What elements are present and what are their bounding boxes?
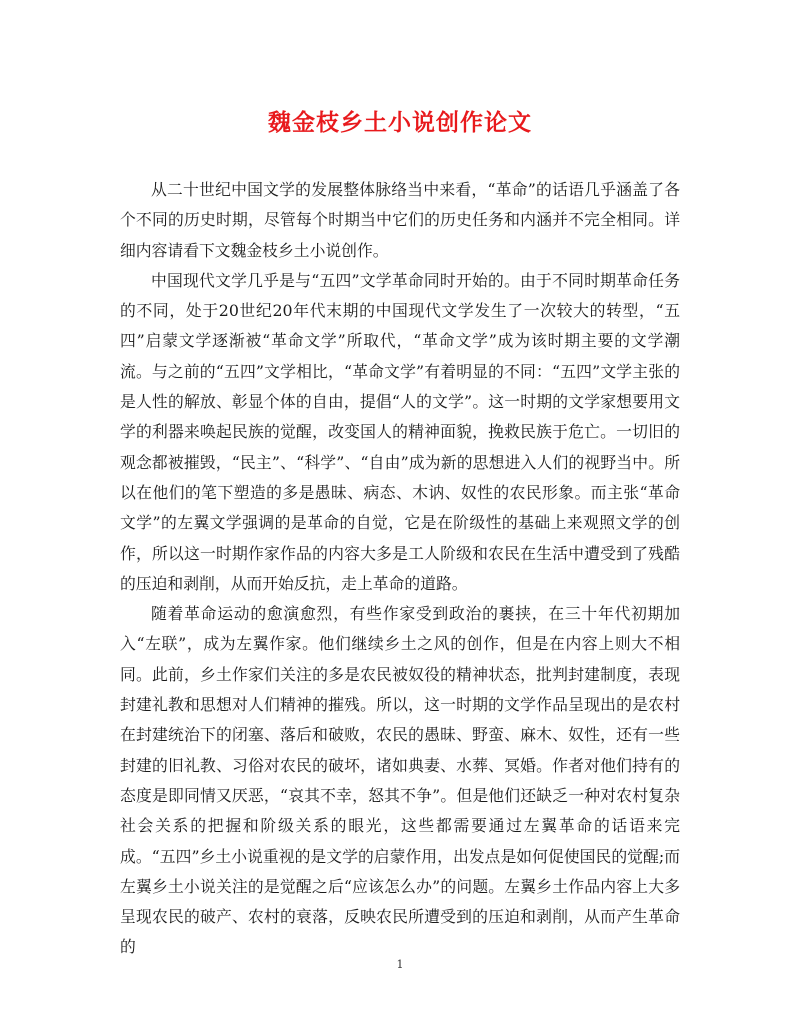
paragraph: 随着革命运动的愈演愈烈，有些作家受到政治的裹挟，在三十年代初期加入“左联”，成为左翼作家。他们继续乡土之风的创作，但是在内容上则大不相同。此前，乡土作家们关注的多是农民被奴役的精神状态，批判封建制度，表现封建礼教和思想对人们精神的摧残。所以，这一时期的文学作品呈现出的是农村在封建统治下的闭塞、落后和破败，农民的愚昧、野蛮、麻木、奴性，还有一些封建的旧礼教、习俗对农民的破坏，诸如典妻、水葬、冥婚。作者对他们持有的态度是即同情又厌恶，“哀其不幸，怒其不争”。但是他们还缺乏一种对农村复杂社会关系的把握和阶级关系的眼光，这些都需要通过左翼革命的话语来完成。“五四”乡土小说重视的是文学的启蒙作用，出发点是如何促使国民的觉醒;而左翼乡土小说关注的是觉醒之后“应该怎么办”的问题。左翼乡土作品内容上大多呈现农民的破产、农村的衰落，反映农民所遭受到的压迫和剥削，从而产生革命的 [120, 604, 680, 957]
paragraph: 中国现代文学几乎是与“五四”文学革命同时开始的。由于不同时期革命任务的不同，处于20世纪20年代末期的中国现代文学发生了一次较大的转型，“五四”启蒙文学逐渐被“革命文学”所取代，“革命文学”成为该时期主要的文学潮流。与之前的“五四”文学相比，“革命文学”有着明显的不同：“五四”文学主张的是人性的解放、彰显个体的自由，提倡“人的文学”。这一时期的文学家想要用文学的利器来唤起民族的觉醒，改变国人的精神面貌，挽救民族于危亡。一切旧的观念都被摧毁，“民主”、“科学”、“自由”成为新的思想进入人们的视野当中。所以在他们的笔下塑造的多是愚昧、病态、木讷、奴性的农民形象。而主张“革命文学”的左翼文学强调的是革命的自觉，它是在阶级性的基础上来观照文学的创作，所以这一时期作家作品的内容大多是工人阶级和农民在生活中遭受到了残酷的压迫和剥削，从而开始反抗，走上革命的道路。 [120, 270, 680, 593]
document-title: 魏金枝乡土小说创作论文 [268, 109, 532, 136]
page-number: 1 [396, 958, 404, 971]
paragraph: 从二十世纪中国文学的发展整体脉络当中来看，“革命”的话语几乎涵盖了各个不同的历史时期，尽管每个时期当中它们的历史任务和内涵并不完全相同。详细内容请看下文魏金枝乡土小说创作。 [120, 180, 680, 260]
document-body [120, 175, 680, 963]
